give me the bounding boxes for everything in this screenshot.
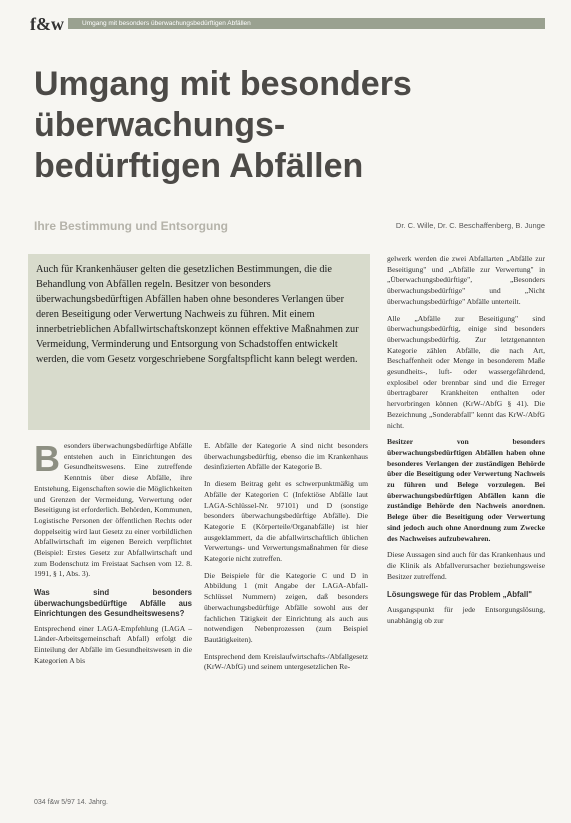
journal-logo: f&w: [30, 14, 64, 34]
column-2: [204, 441, 368, 679]
column-1: [34, 438, 192, 672]
section-heading: Was sind besonders überwachungsbedürftige Abfälle aus Einrichtungen des Gesundheitswesens?: [34, 588, 192, 619]
section-heading: Lösungswege für das Problem „Abfall": [387, 590, 532, 600]
paragraph: Entsprechend einer LAGA-Empfehlung (LAGA – Länder-Arbeitsgemeinschaft Abfall) erfolgt die Einteilung der Abfälle im Gesundheitswesen in die Kategorien A bis: [34, 623, 192, 665]
article-title: Umgang mit besonders überwachungs-bedürftigen Abfällen: [34, 65, 412, 185]
page-footer: [34, 799, 108, 806]
paragraph: Diese Aussagen sind auch für das Krankenhaus und die Klinik als Abfallverursacher beziehungsweise Besitzer zutreffend.: [387, 550, 545, 581]
article-subtitle: Ihre Bestimmung und Entsorgung: [34, 219, 228, 233]
page-number: 034: [34, 799, 46, 806]
paragraph: Die Beispiele für die Kategorie C und D in Abbildung 1 (mit Angabe der LAGA-Abfall-Schlüssel Nummern) zeigen, daß besonders überwachungsbedürftige Abfälle sowohl aus der fachlichen Tätigkeit der Einrichtung als auch aus notwendigen Nebenprozessen (zum Beispiel Bautätigkeiten).: [204, 570, 368, 644]
paragraph: E. Abfälle der Kategorie A sind nicht besonders überwachungsbedürftig, ebenso die im Krankenhaus desinfizierten Abfälle der Kategorie B.: [204, 441, 368, 472]
running-title: Umgang mit besonders überwachungsbedürftigen Abfällen: [82, 20, 251, 27]
paragraph: Alle „Abfälle zur Beseitigung" sind überwachungsbedürftig, einige sind besonders überwachungsbedürftig. Zur letztgenannten Kategorie zählen Abfälle, die nach Art, Beschaffenheit oder Menge in besonderem Maße gesundheits-, luft- oder wassergefährdend, explosibel oder brennbar sind und die Erreger übertragbarer Krankheiten enthalten oder hervorbringen können (KrW-/AbfG § 41). Die Bezeichnung „Sonderabfall" kennt das KrW-/AbfG nicht.: [387, 313, 545, 430]
running-header: [30, 14, 545, 34]
intro-text: Auch für Krankenhäuser gelten die gesetzlichen Bestimmungen, die die Behandlung von Abfällen regeln. Besitzer von besonders überwachungsbedürftigen Abfällen haben ohne besonderes Verlangen über deren Beseitigung oder Verwertung Nachweis zu führen. Mit einem innerbetrieblichen Abfallwirtschaftskonzept können effektive Maßnahmen zur Vermeidung, Verminderung und Entsorgung von Schadstoffen entwickelt werden, die vom Gesetz vorgeschriebene Sorgfaltspflicht kann belegt werden.: [36, 264, 359, 365]
column-3: [387, 254, 545, 632]
drop-cap: B: [34, 438, 60, 479]
paragraph: [34, 438, 192, 580]
article-authors: Dr. C. Wille, Dr. C. Beschaffenberg, B. Junge: [395, 221, 545, 230]
journal-issue: f&w 5/97 14. Jahrg.: [47, 799, 108, 806]
paragraph: In diesem Beitrag geht es schwerpunktmäßig um Abfälle der Kategorien C (Infektiöse Abfälle laut LAGA-Schlüssel-Nr. 97101) und D (sonstige besonders überwachungsbedürftige Abfälle). Die Kategorie E (Körperteile/Organabfälle) ist hier ausgeklammert, da die abfallwirtschaftlich üblichen Verwertungs- und Verwertungsmaßnahmen für diese Kategorie nicht zutreffen.: [204, 479, 368, 564]
paragraph: Entsprechend dem Kreislaufwirtschafts-/Abfallgesetz (KrW-/AbfG) und seinem untergesetzlichen Re-: [204, 651, 368, 672]
paragraph-bold: Besitzer von besonders überwachungsbedürftigen Abfällen haben ohne besonderes Verlangen der zuständigen Behörde über die Beseitigung oder Verwertung Nachweis zu führen und Belege vorzulegen. Bei überwachungsbedürftigen Abfällen kann die zuständige Behörde den Nachweis anordnen. Belege über die Beseitigung oder Verwertung sind jedoch auch ohne Anordnung zum Zwecke des Nachweises aufzubewahren.: [387, 437, 545, 543]
paragraph: gelwerk werden die zwei Abfallarten „Abfälle zur Beseitigung" und „Abfälle zur Verwertung" in „Überwachungsbedürftige", „Besonders überwachungsbedürftige" und „Nicht überwachungsbedürftige" Abfälle unterteilt.: [387, 254, 545, 306]
paragraph: Ausgangspunkt für jede Entsorgungslösung, unabhängig ob zur: [387, 604, 545, 625]
paragraph-text: esonders überwachungsbedürftige Abfälle entstehen auch in Einrichtungen des Gesundheitswesens. Eine zutreffende Kenntnis über diese Abfälle, ihre Entstehung, Eigenschaften sowie die Möglichkeiten und Grenzen der Vermeidung, Verwertung oder Beseitigung ist erforderlich. Behörden, Kommunen, Logistische Personen der öffentlichen Rechts oder doppelseitig wird laut Gesetz zu einer vorbildlichen Abfallwirtschaft im eigenen Bereich verpflichtet (Beispiel: Erstes Gesetz zur Abfallwirtschaft und zum Bodenschutz im Freistaat Sachsen vom 12. 8. 1991, § 1, Abs. 3).: [34, 441, 192, 579]
